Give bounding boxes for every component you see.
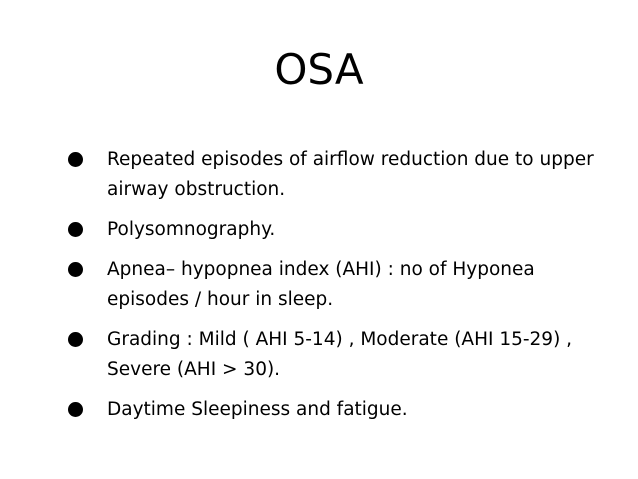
bullet-dot-icon: [68, 222, 83, 237]
slide-title: OSA: [274, 45, 364, 94]
bullet-text: Apnea– hypopnea index (AHI) : no of Hyponea episodes / hour in sleep.: [107, 259, 535, 310]
bullet-dot-icon: [68, 332, 83, 347]
bullet-item: [68, 395, 608, 425]
bullet-dot-icon: [68, 262, 83, 277]
bullet-list: [68, 145, 608, 435]
bullet-item: [68, 255, 608, 315]
bullet-text: Daytime Sleepiness and fatigue.: [107, 399, 408, 420]
bullet-dot-icon: [68, 152, 83, 167]
bullet-text: Repeated episodes of airflow reduction due to upper airway obstruction.: [107, 149, 594, 200]
bullet-item: [68, 145, 608, 205]
bullet-text: Polysomnography.: [107, 219, 276, 240]
bullet-dot-icon: [68, 402, 83, 417]
bullet-text: Grading : Mild ( AHI 5-14) , Moderate (AHI 15-29) , Severe (AHI > 30).: [107, 329, 573, 380]
bullet-item: [68, 215, 608, 245]
bullet-item: [68, 325, 608, 385]
